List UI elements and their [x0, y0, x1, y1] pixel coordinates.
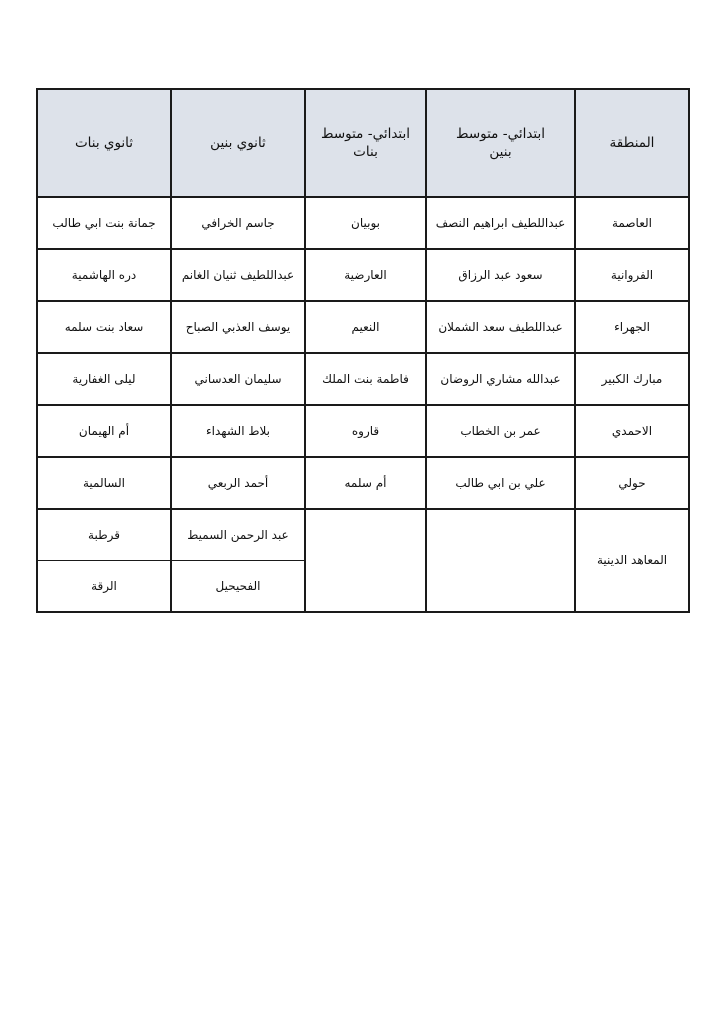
table-row-religious	[37, 509, 689, 561]
cell-secondary-boys: سليمان العدساني	[171, 353, 305, 405]
cell-primary-inter-boys: عمر بن الخطاب	[426, 405, 575, 457]
table-row	[37, 197, 689, 249]
table-row	[37, 353, 689, 405]
table-row	[37, 301, 689, 353]
cell-region: الفروانية	[575, 249, 689, 301]
cell-region: العاصمة	[575, 197, 689, 249]
cell-primary-inter-girls: أم سلمه	[305, 457, 426, 509]
cell-primary-inter-girls: فاطمة بنت الملك	[305, 353, 426, 405]
header-primary-inter-boys: ابتدائي- متوسط بنين	[426, 89, 575, 197]
cell-secondary-boys: الفحيحيل	[171, 561, 305, 613]
cell-secondary-girls: الرقة	[37, 561, 171, 613]
cell-region: مبارك الكبير	[575, 353, 689, 405]
cell-primary-inter-boys: سعود عبد الرزاق	[426, 249, 575, 301]
header-secondary-girls: ثانوي بنات	[37, 89, 171, 197]
cell-primary-inter-boys: عبدالله مشاري الروضان	[426, 353, 575, 405]
cell-primary-inter-girls: العارضية	[305, 249, 426, 301]
header-secondary-boys: ثانوي بنين	[171, 89, 305, 197]
schools-table	[36, 88, 690, 613]
cell-primary-inter-girls: النعيم	[305, 301, 426, 353]
cell-secondary-girls: جمانة بنت ابي طالب	[37, 197, 171, 249]
cell-primary-inter-girls: قاروه	[305, 405, 426, 457]
table-row	[37, 405, 689, 457]
cell-secondary-boys: يوسف العذبي الصباح	[171, 301, 305, 353]
cell-primary-inter-girls: بوبيان	[305, 197, 426, 249]
header-row	[37, 89, 689, 197]
cell-secondary-girls: ليلى الغفارية	[37, 353, 171, 405]
table-row	[37, 457, 689, 509]
cell-secondary-girls: سعاد بنت سلمه	[37, 301, 171, 353]
cell-empty-primary-boys	[426, 509, 575, 612]
cell-secondary-girls: قرطبة	[37, 509, 171, 561]
cell-secondary-girls: أم الهيمان	[37, 405, 171, 457]
cell-region: الاحمدي	[575, 405, 689, 457]
cell-region: حولي	[575, 457, 689, 509]
cell-region-religious: المعاهد الدينية	[575, 509, 689, 612]
cell-secondary-boys: عبد الرحمن السميط	[171, 509, 305, 561]
cell-secondary-boys: بلاط الشهداء	[171, 405, 305, 457]
cell-empty-primary-girls	[305, 509, 426, 612]
cell-primary-inter-boys: عبداللطيف ابراهيم النصف	[426, 197, 575, 249]
table-row	[37, 249, 689, 301]
cell-secondary-boys: جاسم الخرافي	[171, 197, 305, 249]
cell-primary-inter-boys: عبداللطيف سعد الشملان	[426, 301, 575, 353]
header-primary-inter-girls: ابتدائي- متوسط بنات	[305, 89, 426, 197]
cell-region: الجهراء	[575, 301, 689, 353]
cell-primary-inter-boys: علي بن ابي طالب	[426, 457, 575, 509]
cell-secondary-boys: أحمد الربعي	[171, 457, 305, 509]
cell-secondary-girls: السالمية	[37, 457, 171, 509]
header-region: المنطقة	[575, 89, 689, 197]
cell-secondary-girls: دره الهاشمية	[37, 249, 171, 301]
cell-secondary-boys: عبداللطيف ثنيان الغانم	[171, 249, 305, 301]
